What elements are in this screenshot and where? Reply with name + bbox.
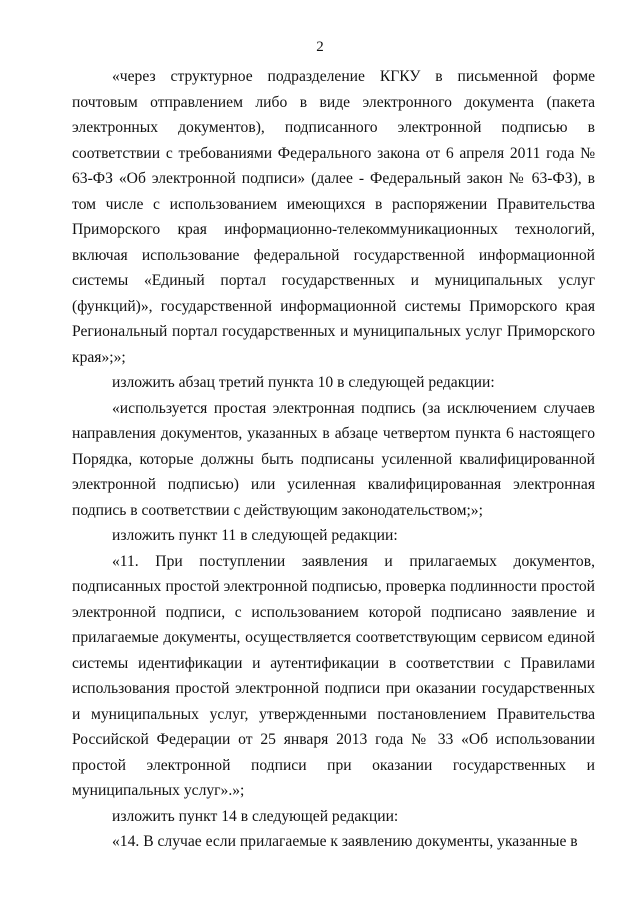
paragraph-amend-item-10: изложить абзац третий пункта 10 в следующей редакции: [112,374,495,391]
paragraph-submission-methods: «через структурное подразделение КГКУ в письменной форме почтовым отправлением либо в виде электронного документа (пакета электронных документов), подписанного электронной подписью в соответствии с требованиями Федерального закона от 6 апреля 2011 года № 63-ФЗ «Об электронной подписи» (далее - Федеральный закон № 63-ФЗ), в том числе с использованием имеющихся в распоряжении Правительства Приморского края информационно-телекоммуникационных технологий, включая использование федеральной государственной информационной системы «Единый портал государственных и муниципальных услуг (функций)», государственной информационной системы Приморского края Региональный портал государственных и муниципальных услуг Приморского края»;»; [72,68,595,366]
paragraph-item-11-text: «11. При поступлении заявления и прилагаемых документов, подписанных простой электронной подписью, проверка подлинности простой электронной подписи, с использованием которой подписано заявление и прилагаемые документы, осуществляется соответствующим сервисом единой системы идентификации и аутентификации в соответствии с Правилами использования простой электронной подписи при оказании государственных и муниципальных услуг, утвержденными постановлением Правительства Российской Федерации от 25 января 2013 года № 33 «Об использовании простой электронной подписи при оказании государственных и муниципальных услуг».»; [72,552,595,799]
document-body [72,64,595,855]
paragraph-signature-types: «используется простая электронная подпись (за исключением случаев направления документов, указанных в абзаце четвертом пункта 6 настоящего Порядка, которые должны быть подписаны усиленной квалифицированной электронной подписью) или усиленная квалифицированная электронная подпись в соответствии с действующим законодательством;»; [72,399,595,519]
paragraph-amend-item-14: изложить пункт 14 в следующей редакции: [112,807,399,825]
paragraph-amend-item-11: изложить пункт 11 в следующей редакции: [112,527,398,544]
paragraph-item-14-text: «14. В случае если прилагаемые к заявлению документы, указанные в [112,833,578,850]
page-number: 2 [316,39,324,55]
